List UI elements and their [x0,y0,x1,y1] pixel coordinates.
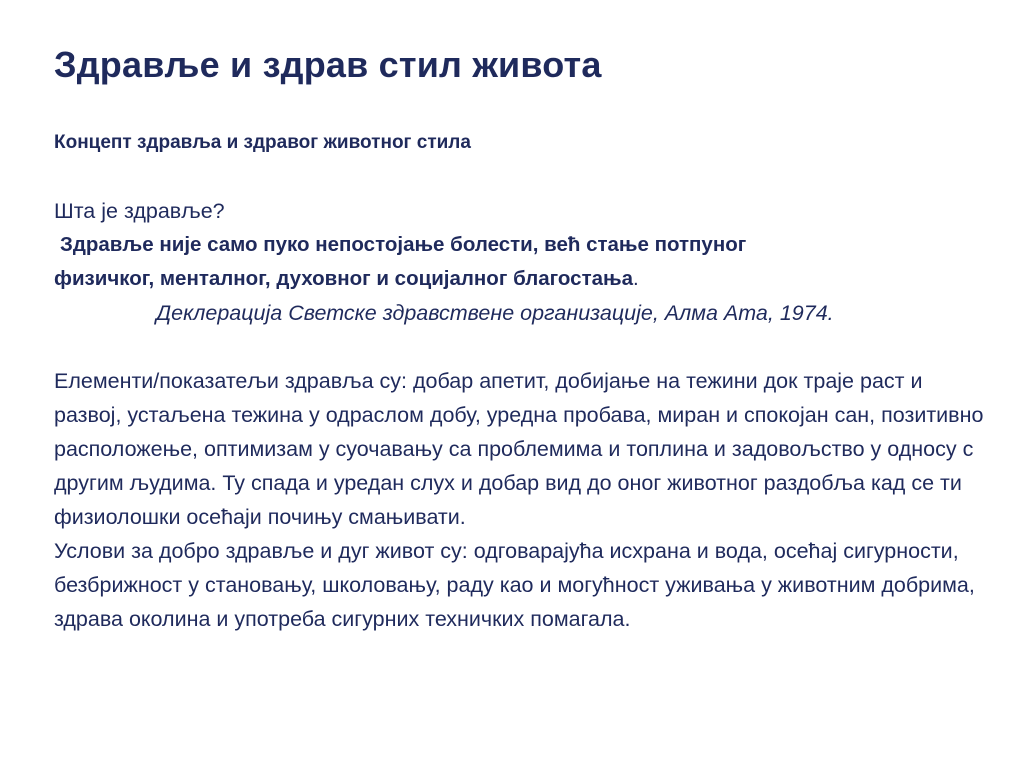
definition-period: . [633,267,639,290]
slide-subtitle: Концепт здравља и здравог животног стила [54,132,471,153]
slide-content [54,126,994,636]
health-definition-text: физичког, менталног, духовног и социјалног благостања [54,267,633,290]
question-text: Шта је здравље? [54,199,225,223]
slide-title: Здравље и здрав стил живота [54,44,602,85]
citation: Деклерација Светске здравствене организације, Алма Ата, 1974. [156,301,834,325]
health-definition-line2 [54,262,994,296]
health-conditions-paragraph: Услови за добро здравље и дуг живот су: одговарајућа исхрана и вода, осећај сигурности, безбрижност у становању, школовању, раду као и могућност уживања у животним добрима, здрава околина и употреба сигурних техничких помагала. [54,539,975,631]
health-elements-paragraph: Елементи/показатељи здравља су: добар апетит, добијање на тежини док траје раст и развој, устаљена тежина у одраслом добу, уредна пробава, миран и спокојан сан, позитивно расположење, оптимизам у суочавању са проблемима и топлина и задовољство у односу с другим људима. Ту спада и уредан слух и добар вид до оног животног раздобља кад се ти физиолошки осећаји почињу смањивати. [54,369,984,529]
health-definition-line1: Здравље није само пуко непостојање болести, већ стање потпуног [60,233,747,256]
